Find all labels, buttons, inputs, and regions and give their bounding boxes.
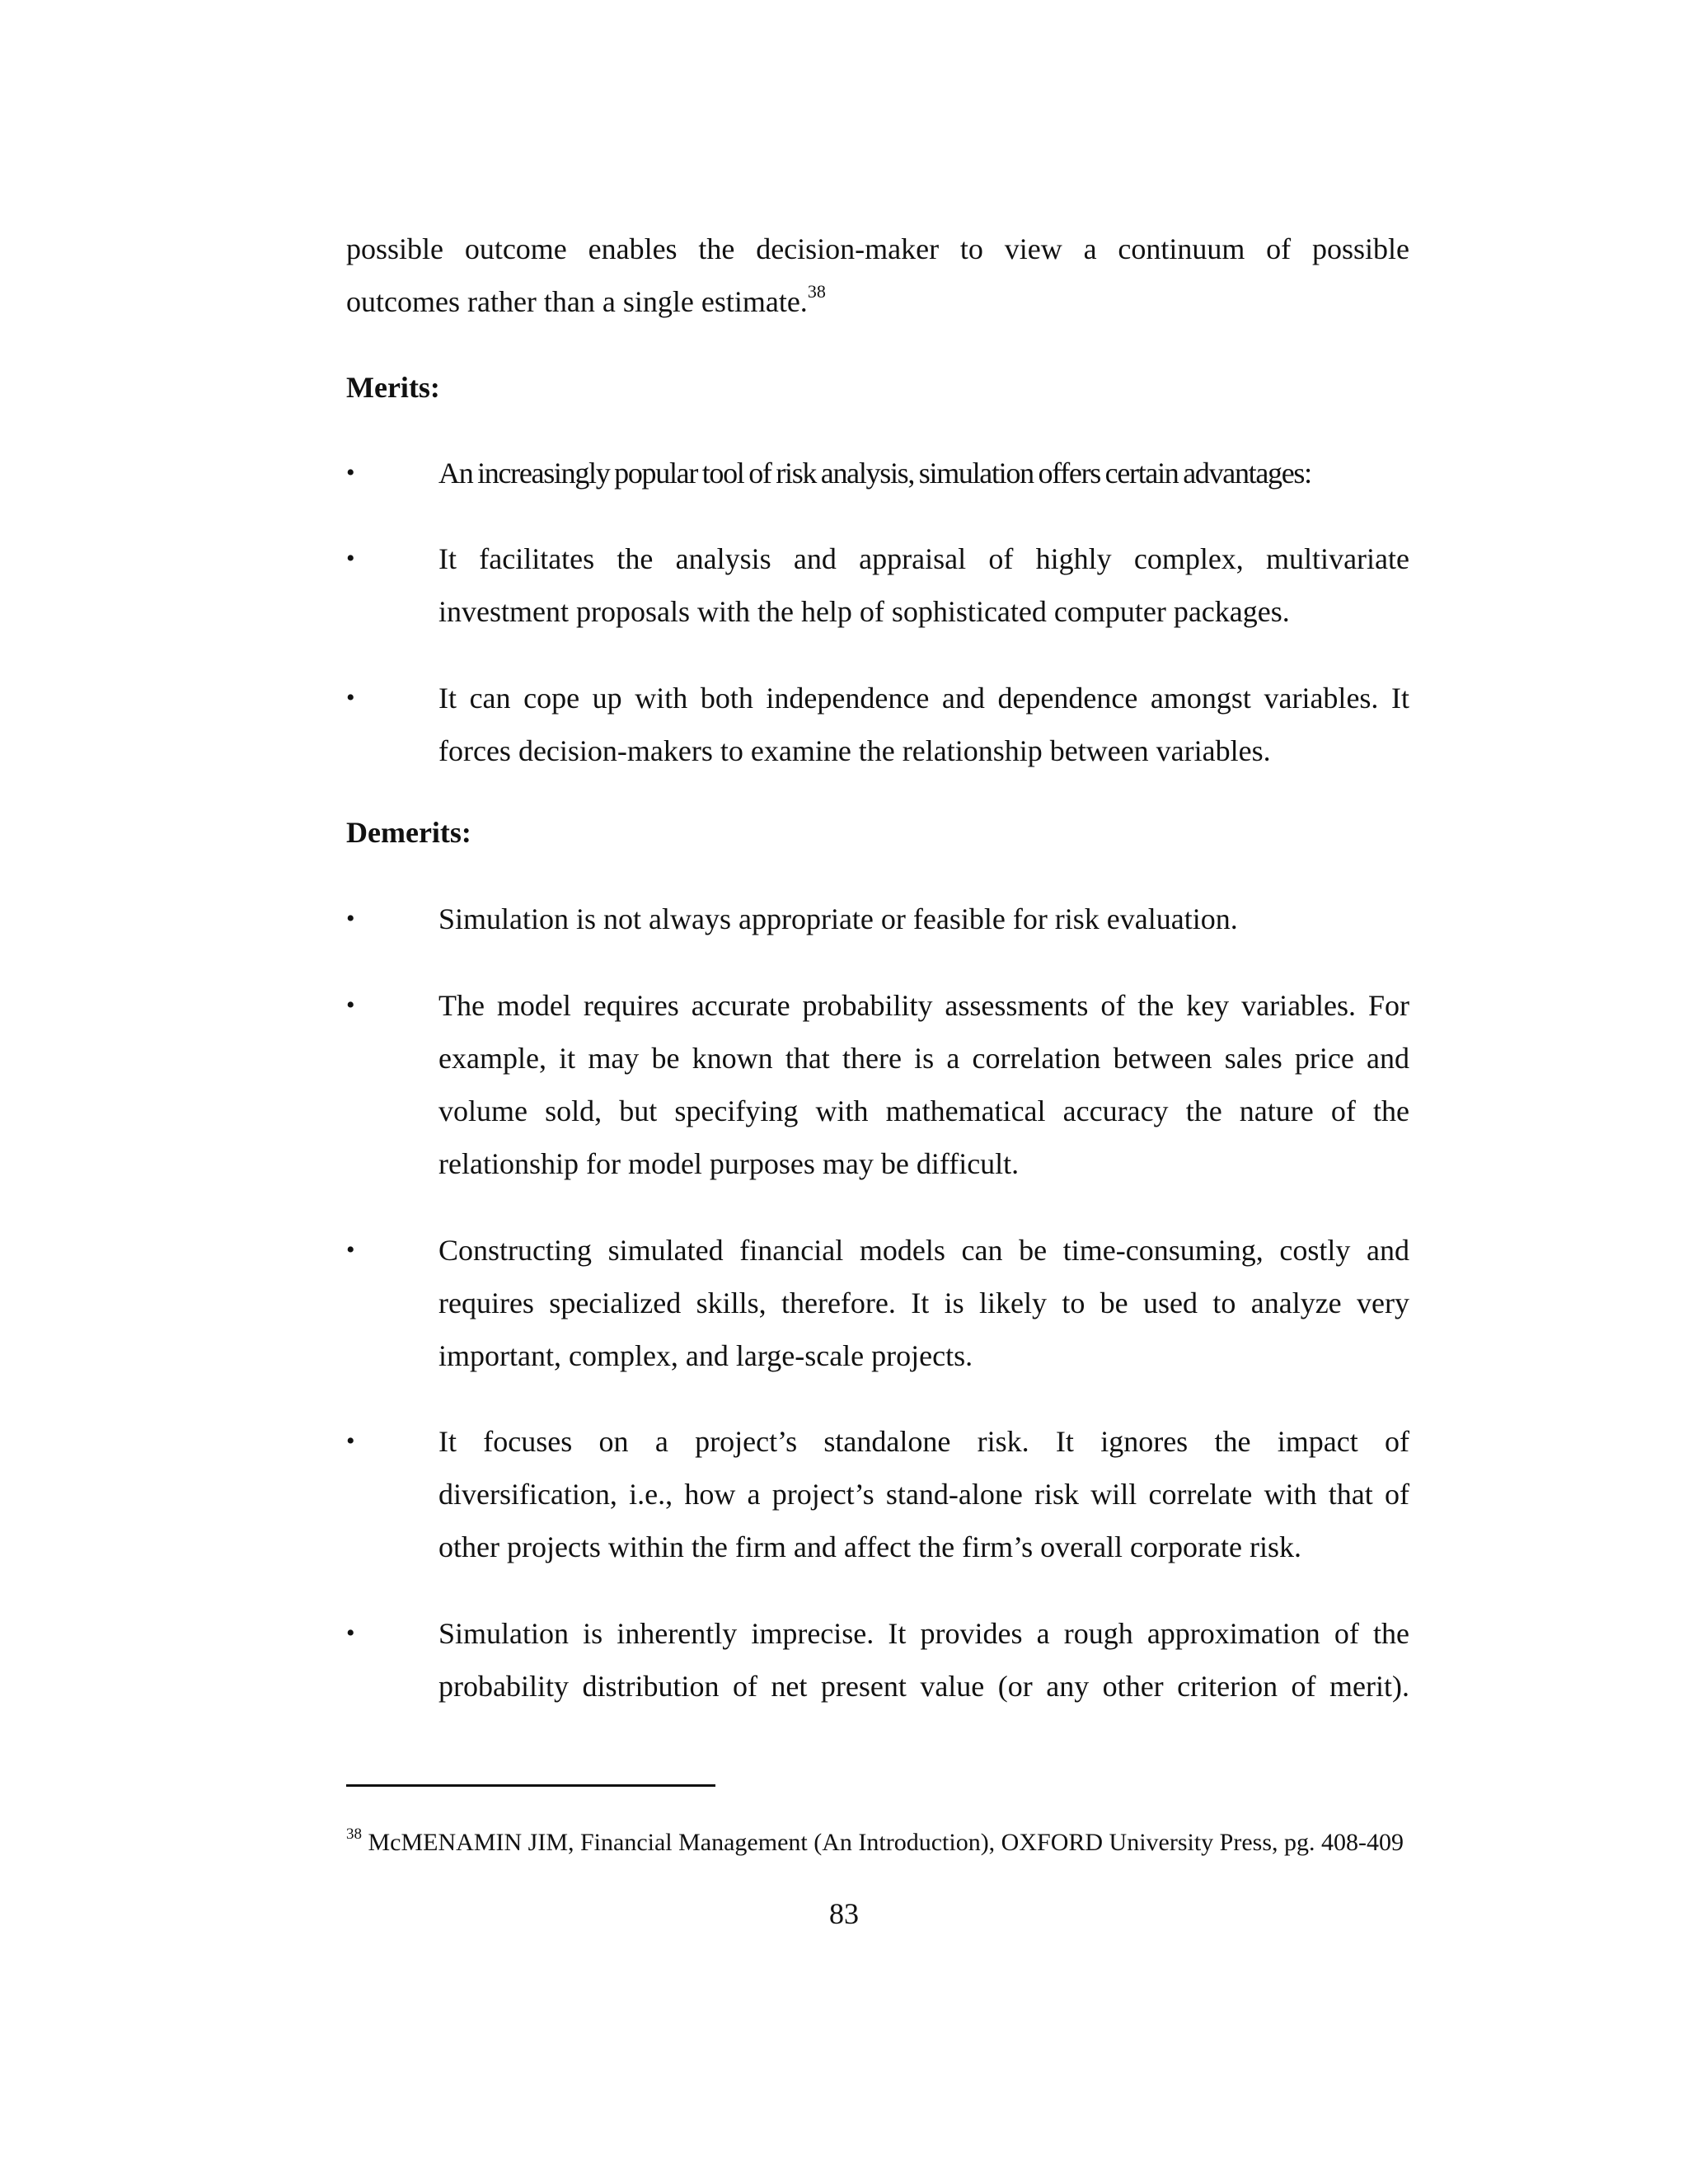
bullet-icon: • (346, 684, 355, 711)
demerits-item-5-line-2: probability distribution of net present value (or any other criterion of merit). (438, 1670, 1409, 1703)
footnote-reference[interactable]: 38 (807, 281, 826, 302)
bullet-icon: • (346, 1619, 355, 1647)
demerits-item-1 (346, 893, 1409, 945)
bullet-icon: • (346, 1236, 355, 1263)
footnote-separator (346, 1784, 715, 1787)
demerits-item-4-line-3: other projects within the firm and affect the firm’s overall corporate risk. (438, 1530, 1301, 1563)
merits-item-2-line-2: investment proposals with the help of sophisticated computer packages. (438, 595, 1290, 628)
demerits-item-2-text (438, 979, 1409, 1190)
bullet-icon: • (346, 459, 355, 486)
demerits-item-2-line-2: example, it may be known that there is a correlation between sales price and (438, 1042, 1409, 1075)
intro-line-1: possible outcome enables the decision-maker to view a continuum of possible (346, 232, 1409, 265)
demerits-item-1-text (438, 893, 1409, 945)
bullet-icon: • (346, 905, 355, 932)
merits-item-3 (346, 672, 1409, 777)
demerits-item-3 (346, 1224, 1409, 1382)
merits-item-1-text (438, 447, 1409, 499)
footnote-text: McMENAMIN JIM, Financial Management (An Introduction), OXFORD University Press, pg. 408-409 (368, 1829, 1404, 1856)
demerits-item-5 (346, 1607, 1409, 1713)
merits-item-3-line-2: forces decision-makers to examine the relationship between variables. (438, 734, 1271, 767)
demerits-item-2-line-1: The model requires accurate probability assessments of the key variables. For (438, 989, 1409, 1022)
demerits-item-3-text (438, 1224, 1409, 1382)
demerits-item-1-line-1: Simulation is not always appropriate or feasible for risk evaluation. (438, 902, 1238, 935)
merits-heading: Merits: (346, 371, 440, 404)
merits-item-1 (346, 447, 1409, 499)
bullet-icon: • (346, 1427, 355, 1455)
bullet-icon: • (346, 545, 355, 572)
demerits-item-2 (346, 979, 1409, 1190)
merits-item-2-text (438, 532, 1409, 638)
demerits-item-3-line-2: requires specialized skills, therefore. It is likely to be used to analyze very (438, 1286, 1409, 1319)
demerits-item-3-line-1: Constructing simulated financial models can be time-consuming, costly and (438, 1234, 1409, 1267)
page-number: 83 (829, 1897, 859, 1930)
intro-paragraph (346, 223, 1409, 328)
merits-item-2 (346, 532, 1409, 638)
demerits-item-5-line-1: Simulation is inherently imprecise. It provides a rough approximation of the (438, 1617, 1409, 1650)
merits-item-2-line-1: It facilitates the analysis and appraisal of highly complex, multivariate (438, 542, 1409, 575)
demerits-item-2-line-3: volume sold, but specifying with mathematical accuracy the nature of the (438, 1094, 1409, 1127)
merits-item-3-line-1: It can cope up with both independence and dependence amongst variables. It (438, 682, 1409, 715)
demerits-item-4-text (438, 1415, 1409, 1573)
footnote (346, 1827, 1409, 1858)
footnote-number: 38 (346, 1825, 362, 1843)
intro-line-2 (346, 275, 1409, 328)
merits-item-1-line-1: An increasingly popular tool of risk analysis, simulation offers certain advantages: (438, 457, 1311, 490)
demerits-item-2-line-4: relationship for model purposes may be difficult. (438, 1147, 1020, 1180)
demerits-item-4-line-2: diversification, i.e., how a project’s stand-alone risk will correlate with that of (438, 1478, 1409, 1511)
demerits-item-4-line-1: It focuses on a project’s standalone risk. It ignores the impact of (438, 1425, 1409, 1458)
demerits-item-3-line-3: important, complex, and large-scale projects. (438, 1339, 973, 1372)
demerits-heading: Demerits: (346, 816, 471, 849)
bullet-icon: • (346, 991, 355, 1019)
demerits-item-5-text (438, 1607, 1409, 1713)
demerits-item-4 (346, 1415, 1409, 1573)
intro-line-2-text: outcomes rather than a single estimate. (346, 285, 808, 318)
merits-item-3-text (438, 672, 1409, 777)
